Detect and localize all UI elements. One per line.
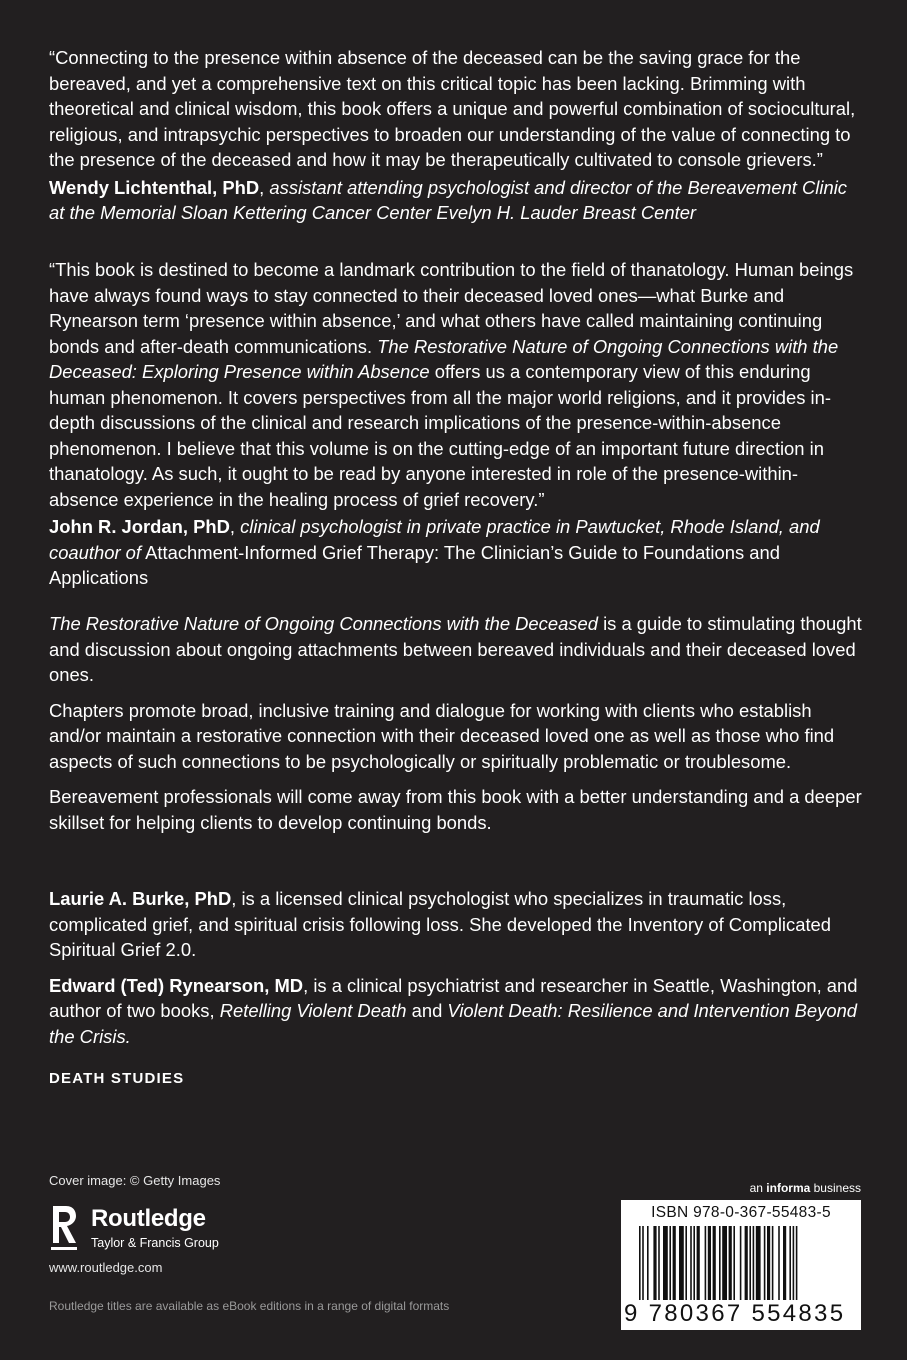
barcode-bar: [767, 1226, 770, 1300]
bio-rynearson: Edward (Ted) Rynearson, MD, is a clinical psychiatrist and researcher in Seattle, Washington, and author of two books, Retelling Violent Death and Violent Death: Resilience and Intervention Beyond the Crisis.: [49, 974, 858, 1047]
barcode-bar: [697, 1226, 700, 1300]
barcode-bar: [793, 1226, 795, 1300]
quote-2-author-book: Attachment-Informed Grief Therapy: The Clinician’s Guide to Foundations and Applications: [49, 541, 780, 588]
barcode-bar: [658, 1226, 660, 1300]
barcode-bar: [745, 1226, 748, 1300]
barcode-bar: [778, 1226, 780, 1300]
routledge-logo: [49, 1203, 249, 1253]
description-paragraph-3: Bereavement professionals will come away from this book with a better understanding and a deeper skillset for helping clients to develop continuing bonds.: [49, 786, 862, 833]
barcode-bar: [719, 1226, 721, 1300]
endorsement-quote-2: [49, 257, 864, 591]
barcode-bar: [713, 1226, 716, 1300]
publisher-group: Taylor & Francis Group: [91, 1236, 219, 1250]
barcode-bar: [722, 1226, 727, 1300]
barcode-bar: [669, 1226, 671, 1300]
endorsement-quote-1: [49, 45, 864, 226]
description-paragraph-1: The Restorative Nature of Ongoing Connections with the Deceased is a guide to stimulating thought and discussion about ongoing attachments between bereaved individuals and their deceased loved ones.: [49, 613, 862, 685]
barcode-bar: [753, 1226, 755, 1300]
isbn-barcode: [621, 1200, 861, 1330]
barcode-bar: [733, 1226, 735, 1300]
barcode-bar: [740, 1226, 742, 1300]
barcode-bar: [756, 1226, 761, 1300]
barcode-bar: [789, 1226, 791, 1300]
quote-2-book-title: The Restorative Nature of Ongoing Connections with the Deceased: Exploring Presence within Absence: [49, 335, 839, 382]
barcode-bar: [690, 1226, 692, 1300]
barcode-bar: [693, 1226, 695, 1300]
publisher-website[interactable]: www.routledge.com: [49, 1260, 163, 1275]
isbn-label: ISBN 978-0-367-55483-5: [651, 1204, 831, 1221]
barcode-bar: [663, 1226, 668, 1300]
quote-1-attribution: Wendy Lichtenthal, PhD, assistant attending psychologist and director of the Bereavement Clinic at the Memorial Sloan Kettering Cancer Center Evelyn H. Lauder Breast Center: [49, 176, 847, 223]
quote-2-text: “This book is destined to become a landmark contribution to the field of thanatology. Human beings have always found ways to stay connected to their deceased loved ones—what Burke and Rynearson term ‘presence within absence,’ and what others have called maintaining continuing bonds and after-death communications. The Restorative Nature of Ongoing Connections with the Deceased: Exploring Presence within Absence offers us a contemporary view of this enduring human phenomenon. It covers perspectives from all the major world religions, and it provides in-depth discussions of the clinical and research implications of the presence-within-absence phenomenon. I believe that this volume is on the cutting-edge of an important future direction in thanatology. As such, it ought to be read by anyone interested in role of the presence-within-absence experience in the healing process of grief recovery.”: [49, 259, 854, 510]
publisher-name: Routledge: [91, 1205, 206, 1232]
barcode-bar: [647, 1226, 649, 1300]
barcode-bar: [783, 1226, 786, 1300]
quote-1-author: Wendy Lichtenthal, PhD: [49, 176, 260, 198]
barcode-bar: [639, 1226, 641, 1300]
barcode-bar: [708, 1226, 711, 1300]
author-bios: [49, 886, 864, 1059]
quote-2-attribution: John R. Jordan, PhD, clinical psychologist in private practice in Pawtucket, Rhode Island, and coauthor of Attachment-Informed Grief Therapy: The Clinician’s Guide to Foundations and Applications: [49, 516, 820, 588]
bio-burke: Laurie A. Burke, PhD, is a licensed clinical psychologist who specializes in traumatic loss, complicated grief, and spiritual crisis following loss. She developed the Inventory of Complicated Spiritual Grief 2.0.: [49, 888, 832, 960]
ebook-note: Routledge titles are available as eBook editions in a range of digital formats: [49, 1299, 450, 1313]
book-description: [49, 611, 864, 845]
barcode-bar: [729, 1226, 732, 1300]
quote-2-author: John R. Jordan, PhD: [49, 516, 230, 537]
barcode-bar: [796, 1226, 798, 1300]
barcode-bar: [653, 1226, 656, 1300]
barcode-bar: [749, 1226, 751, 1300]
quote-1-author-title: assistant attending psychologist and director of the Bereavement Clinic at the Memorial Sloan Kettering Cancer Center Evelyn H. Lauder Breast Center: [49, 176, 847, 223]
barcode-bar: [685, 1226, 687, 1300]
barcode-bars: [639, 1226, 849, 1300]
barcode-bar: [705, 1226, 707, 1300]
quote-1-text: “Connecting to the presence within absence of the deceased can be the saving grace for the bereaved, and yet a comprehensive text on this critical topic has been lacking. Brimming with theoretical and clinical wisdom, this book offers a unique and powerful combination of sociocultural, religious, and intrapsychic perspectives to broaden our understanding of the value of connecting to the presence of the deceased and how it may be therapeutically cultivated to console grievers.”: [49, 47, 856, 170]
cover-credit: Cover image: © Getty Images: [49, 1173, 221, 1188]
barcode-bar: [642, 1226, 644, 1300]
routledge-r-icon: [49, 1203, 79, 1253]
description-paragraph-2: Chapters promote broad, inclusive training and dialogue for working with clients who establish and/or maintain a restorative connection with their deceased loved one as well as those who find aspects of such connections to be psychologically or spiritually problematic or troublesome.: [49, 699, 835, 772]
barcode-bar: [679, 1226, 684, 1300]
series-label: DEATH STUDIES: [49, 1070, 185, 1087]
barcode-bar: [772, 1226, 774, 1300]
barcode-bar: [673, 1226, 676, 1300]
informa-credit: an informa business: [749, 1181, 861, 1195]
quote-2-author-title: clinical psychologist in private practice in Pawtucket, Rhode Island, and coauthor of: [49, 516, 820, 563]
barcode-bar: [764, 1226, 766, 1300]
barcode-digits: 9 780367 554835: [624, 1300, 846, 1327]
